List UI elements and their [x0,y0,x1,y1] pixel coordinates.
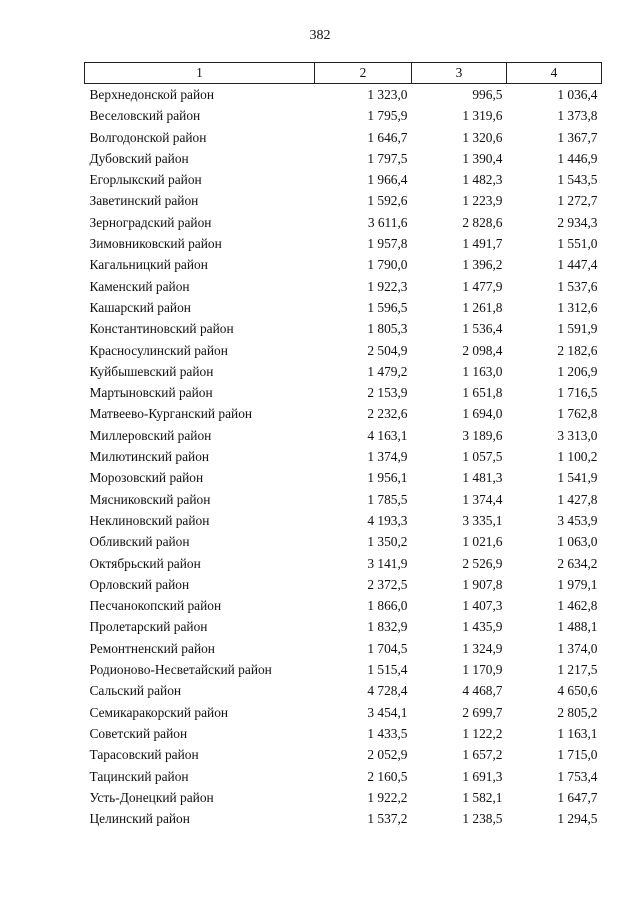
value-col-4: 1 272,7 [557,193,598,209]
table-row [85,808,602,829]
table-row [85,84,602,106]
value-col-4: 4 650,6 [557,683,598,699]
value-col-4: 2 182,6 [557,342,598,358]
value-col-4: 3 313,0 [557,427,598,443]
district-name: Зерноградский район [89,214,212,230]
value-col-3: 1 582,1 [462,789,503,805]
district-name: Егорлыкский район [89,172,202,188]
district-name: Обливский район [89,534,190,550]
value-col-4: 1 537,6 [557,278,598,294]
value-col-3: 1 390,4 [462,150,503,166]
table-row [85,616,602,637]
value-col-2: 1 323,0 [367,87,408,102]
district-name: Песчанокопский район [89,598,222,614]
value-col-3: 2 828,6 [462,214,503,230]
district-name: Октябрьский район [89,555,201,571]
table-row [85,510,602,531]
table-row [85,340,602,361]
value-col-4: 1 294,5 [557,811,598,827]
value-col-3: 3 335,1 [462,512,503,528]
value-col-2: 1 805,3 [367,321,408,337]
value-col-4: 1 541,9 [557,470,598,486]
value-col-3: 3 189,6 [462,427,503,443]
value-col-2: 1 797,5 [367,150,408,166]
value-col-3: 1 491,7 [462,236,503,252]
value-col-4: 1 367,7 [557,129,598,145]
district-name: Мясниковский район [89,491,211,507]
table-row [85,638,602,659]
value-col-2: 2 372,5 [367,576,408,592]
district-name: Кашарский район [89,299,191,315]
table-header [85,63,602,84]
value-col-4: 1 447,4 [557,257,598,273]
header-row [85,63,602,84]
district-name: Ремонтненский район [89,640,215,656]
value-col-2: 1 956,1 [367,470,408,486]
value-col-3: 1 396,2 [462,257,503,273]
value-col-4: 1 217,5 [557,662,598,678]
district-name: Целинский район [89,811,190,827]
value-col-3: 1 238,5 [462,811,503,827]
value-col-2: 2 232,6 [367,406,408,422]
table-row [85,190,602,211]
table-row [85,425,602,446]
value-col-3: 1 435,9 [462,619,503,635]
district-name: Пролетарский район [89,619,208,635]
value-col-4: 1 163,1 [557,725,598,741]
value-col-4: 1 543,5 [557,172,598,188]
table-row [85,467,602,488]
value-col-2: 4 163,1 [367,427,408,443]
value-col-2: 4 728,4 [367,683,408,699]
district-name: Тарасовский район [89,747,199,763]
value-col-2: 3 141,9 [367,555,408,571]
table-row [85,233,602,254]
table-row [85,403,602,424]
value-col-3: 1 536,4 [462,321,503,337]
value-col-4: 1 036,4 [557,87,598,102]
value-col-3: 4 468,7 [462,683,503,699]
value-col-4: 3 453,9 [557,512,598,528]
district-name: Родионово-Несветайский район [89,662,272,678]
value-col-4: 1 374,0 [557,640,598,656]
value-col-2: 1 795,9 [367,108,408,124]
value-col-4: 2 805,2 [557,704,598,720]
value-col-2: 1 592,6 [367,193,408,209]
table-row [85,105,602,126]
value-col-3: 2 098,4 [462,342,503,358]
value-col-3: 1 907,8 [462,576,503,592]
value-col-2: 1 515,4 [367,662,408,678]
value-col-2: 3 611,6 [367,214,408,230]
value-col-4: 1 427,8 [557,491,598,507]
value-col-4: 1 100,2 [557,449,598,465]
value-col-2: 2 504,9 [367,342,408,358]
value-col-2: 1 832,9 [367,619,408,635]
value-col-2: 2 052,9 [367,747,408,763]
table-row [85,148,602,169]
district-name: Зимовниковский район [89,236,222,252]
table-row [85,595,602,616]
value-col-2: 1 790,0 [367,257,408,273]
value-col-3: 996,5 [472,87,503,102]
district-name: Куйбышевский район [89,363,214,379]
value-col-2: 1 785,5 [367,491,408,507]
table-row [85,318,602,339]
value-col-2: 1 350,2 [367,534,408,550]
value-col-2: 1 596,5 [367,299,408,315]
value-col-2: 1 479,2 [367,363,408,379]
header-col-3: 3 [412,63,507,84]
table-row [85,553,602,574]
value-col-3: 1 477,9 [462,278,503,294]
table-row [85,766,602,787]
table-row [85,659,602,680]
value-col-3: 1 320,6 [462,129,503,145]
value-col-4: 2 634,2 [557,555,598,571]
district-name: Константиновский район [89,321,234,337]
value-col-3: 1 407,3 [462,598,503,614]
district-name: Семикаракорский район [89,704,229,720]
value-col-2: 1 646,7 [367,129,408,145]
value-col-3: 2 526,9 [462,555,503,571]
table-body [85,84,602,830]
district-name: Усть-Донецкий район [89,789,214,805]
table-row [85,446,602,467]
value-col-2: 1 433,5 [367,725,408,741]
header-col-4: 4 [507,63,602,84]
value-col-4: 1 488,1 [557,619,598,635]
value-col-3: 1 691,3 [462,768,503,784]
district-name: Красносулинский район [89,342,228,358]
value-col-4: 1 753,4 [557,768,598,784]
table-row [85,531,602,552]
value-col-2: 2 160,5 [367,768,408,784]
value-col-4: 1 312,6 [557,299,598,315]
value-col-3: 1 324,9 [462,640,503,656]
district-name: Волгодонской район [89,129,207,145]
table-row [85,297,602,318]
value-col-2: 1 922,3 [367,278,408,294]
value-col-2: 1 704,5 [367,640,408,656]
value-col-4: 1 063,0 [557,534,598,550]
value-col-3: 1 694,0 [462,406,503,422]
district-name: Дубовский район [89,150,189,166]
table-row [85,127,602,148]
district-name: Милютинский район [89,449,210,465]
value-col-4: 1 715,0 [557,747,598,763]
value-col-3: 1 057,5 [462,449,503,465]
value-col-4: 2 934,3 [557,214,598,230]
data-table [84,62,602,829]
value-col-3: 1 170,9 [462,662,503,678]
table-row [85,723,602,744]
header-col-1: 1 [85,63,315,84]
value-col-2: 2 153,9 [367,385,408,401]
value-col-2: 1 866,0 [367,598,408,614]
table-row [85,254,602,275]
value-col-4: 1 716,5 [557,385,598,401]
district-name: Миллеровский район [89,427,212,443]
value-col-3: 1 122,2 [462,725,503,741]
value-col-4: 1 591,9 [557,321,598,337]
value-col-2: 1 537,2 [367,811,408,827]
table-row [85,574,602,595]
table-row [85,382,602,403]
table-row [85,680,602,701]
district-name: Веселовский район [89,108,201,124]
value-col-4: 1 979,1 [557,576,598,592]
value-col-3: 1 657,2 [462,747,503,763]
value-col-4: 1 647,7 [557,789,598,805]
value-col-3: 2 699,7 [462,704,503,720]
table-row [85,744,602,765]
district-name: Орловский район [89,576,190,592]
value-col-3: 1 374,4 [462,491,503,507]
value-col-4: 1 762,8 [557,406,598,422]
value-col-2: 4 193,3 [367,512,408,528]
district-name: Кагальницкий район [89,257,208,273]
district-name: Верхнедонской район [89,87,215,102]
value-col-2: 1 957,8 [367,236,408,252]
value-col-3: 1 261,8 [462,299,503,315]
table-row [85,169,602,190]
value-col-3: 1 163,0 [462,363,503,379]
table-row [85,702,602,723]
district-name: Заветинский район [89,193,199,209]
value-col-3: 1 223,9 [462,193,503,209]
value-col-4: 1 206,9 [557,363,598,379]
value-col-3: 1 481,3 [462,470,503,486]
header-col-2: 2 [315,63,412,84]
table-row [85,212,602,233]
table-row [85,276,602,297]
district-name: Советский район [89,725,188,741]
page-number: 382 [309,28,331,43]
data-table-container [84,62,601,829]
value-col-4: 1 373,8 [557,108,598,124]
value-col-3: 1 651,8 [462,385,503,401]
district-name: Матвеево-Курганский район [89,406,253,422]
value-col-2: 3 454,1 [367,704,408,720]
value-col-2: 1 966,4 [367,172,408,188]
value-col-3: 1 482,3 [462,172,503,188]
table-row [85,489,602,510]
table-row [85,787,602,808]
district-name: Каменский район [89,278,190,294]
value-col-2: 1 374,9 [367,449,408,465]
value-col-4: 1 446,9 [557,150,598,166]
table-row [85,361,602,382]
value-col-3: 1 021,6 [462,534,503,550]
district-name: Тацинский район [89,768,189,784]
district-name: Сальский район [89,683,182,699]
value-col-3: 1 319,6 [462,108,503,124]
district-name: Морозовский район [89,470,204,486]
district-name: Мартыновский район [89,385,213,401]
value-col-4: 1 462,8 [557,598,598,614]
value-col-4: 1 551,0 [557,236,598,252]
district-name: Неклиновский район [89,512,210,528]
value-col-2: 1 922,2 [367,789,408,805]
